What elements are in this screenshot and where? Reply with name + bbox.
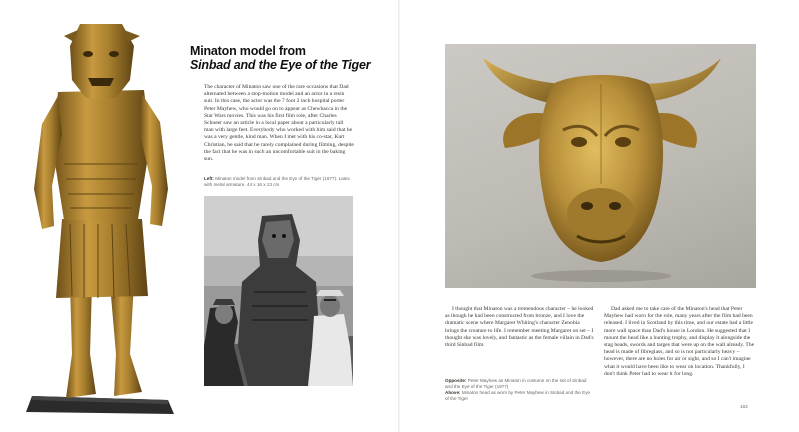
caption-opposite-text: Peter Mayhew as Minaton in costume on the set of Sinbad and the Eye of the Tiger (1977) <box>445 378 587 389</box>
caption-above <box>445 390 595 402</box>
column-2-paragraph: Dad asked me to take care of the Minaton's head that Peter Mayhew had worn for the role, many years after the film had been released. I lived in Scotland by this time, and our estate had a little more wall space than Dad's house in London. He suggested that I mount the head like a hunting trophy, and display it alongside the stag heads, swords and targes that were up on the wall already. The head is made of fibreglass, and so is not particularly heavy – however, there are no holes for air or sight, and so I can't imagine what it would have been like to wear on location. Thankfully, I don't think Peter had to wear it for long. <box>604 306 755 377</box>
page-title <box>190 44 390 72</box>
caption-above-label: Above: <box>445 390 461 395</box>
caption-left-text: Minaton model from Sinbad and the Eye of the Tiger (1977). Latex with metal armature, 44 x 16 x 13 cm <box>204 176 350 187</box>
left-page <box>0 0 399 432</box>
caption-opposite <box>445 378 595 390</box>
caption-opposite-label: Opposite: <box>445 378 467 383</box>
right-column-1 <box>445 306 595 349</box>
on-set-photo-graphic <box>204 196 353 386</box>
minaton-statue-image <box>18 14 178 419</box>
on-set-photo <box>204 196 353 386</box>
page-number: 163 <box>740 404 748 409</box>
caption-left <box>204 176 354 188</box>
title-line-2: Sinbad and the Eye of the Tiger <box>190 58 371 72</box>
title-line-1: Minaton model from <box>190 44 306 58</box>
caption-above-text: Minaton head as worn by Peter Mayhew in Sinbad and the Eye of the Tiger <box>445 390 591 401</box>
right-column-2 <box>604 306 756 378</box>
minaton-head-image <box>445 44 756 288</box>
caption-right <box>445 378 595 402</box>
intro-paragraph: The character of Minaton saw one of the rare occasions that Dad alternated between a stop-motion model and an actor in a resin suit. In this case, the actor was the 7 foot 2 inch hospital porter Peter Mayhew, who would go on to appear as Chewbacca in the Star Wars movies. This was his first film role, after Charles Schneer saw an article in a local paper about a particularly tall man with large feet. Everybody who worked with him said that he was a very gentle, kind man. When I met with his co-star, Kurt Christian, he said that he rarely complained during filming, despite the fact that he was in such an uncomfortable suit in the baking sun. <box>204 84 354 163</box>
minaton-head-photo <box>445 44 756 288</box>
column-1-paragraph: I thought that Minaton was a tremendous character – he looked as though he had been constructed from bronze, and I love the dramatic scene where Margaret Whiting's character Zenobia brings the creature to life. I remember meeting Margaret on set – I thought she was lovely, and fantastic as the female villain in Dad's third Sinbad film. <box>445 306 594 349</box>
caption-left-label: Left: <box>204 176 214 181</box>
